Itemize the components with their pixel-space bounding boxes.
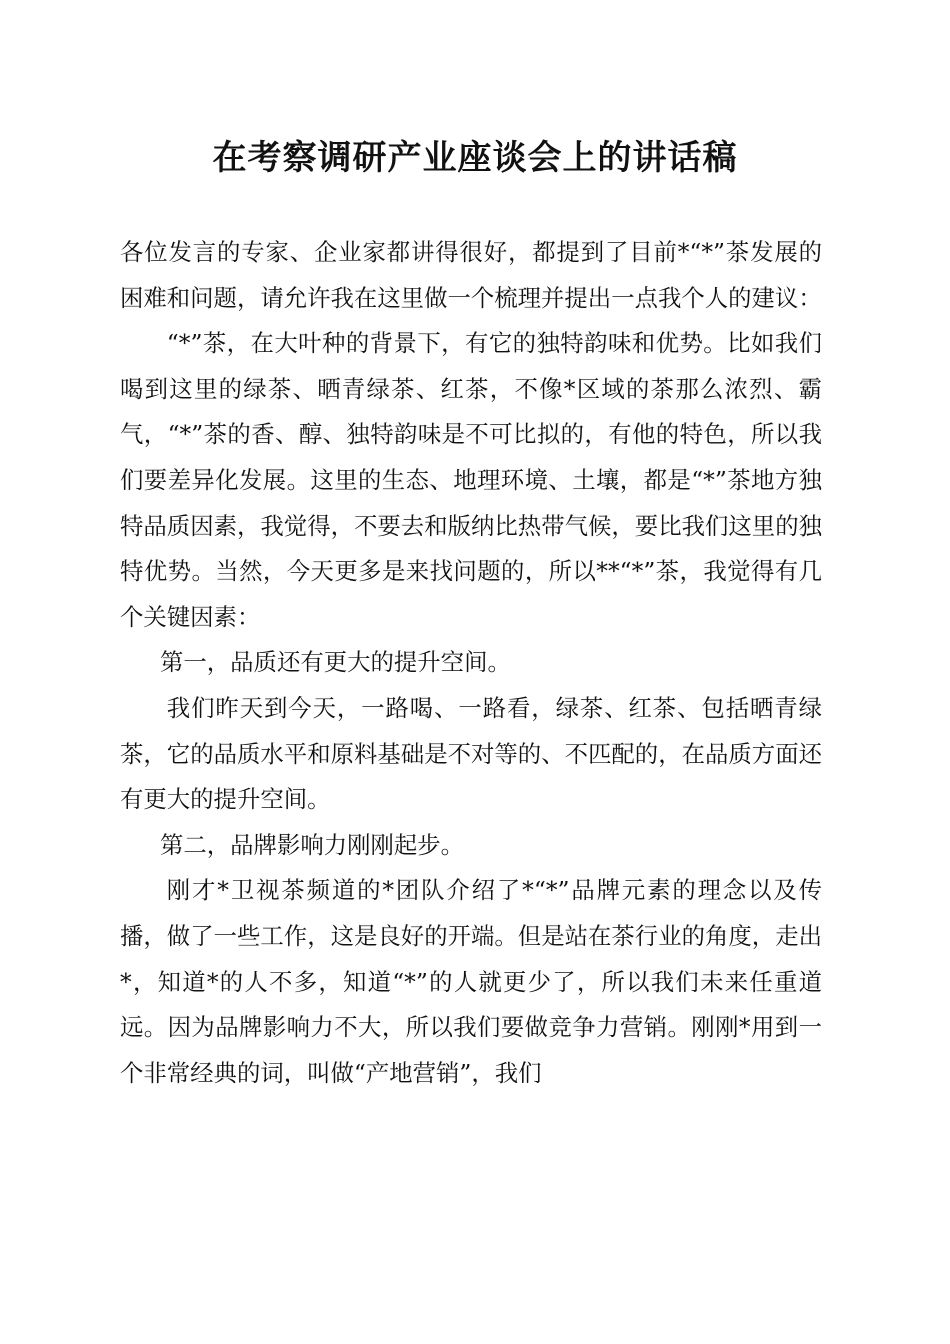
document-title: 在考察调研产业座谈会上的讲话稿 <box>212 138 738 178</box>
paragraph-quality: 我们昨天到今天，一路喝、一路看，绿茶、红茶、包括晒青绿茶，它的品质水平和原料基础是不对等的、不匹配的，在品质方面还有更大的提升空间。 <box>120 693 822 814</box>
paragraph-brand: 刚才*卫视茶频道的*团队介绍了*“*”品牌元素的理念以及传播，做了一些工作，这是良好的开端。但是站在茶行业的角度，走出*，知道*的人不多，知道“*”的人就更少了，所以我们未来任重道远。因为品牌影响力不大，所以我们要做竞争力营销。刚刚*用到一个非常经典的词，叫做“产地营销”，我们 <box>120 876 822 1087</box>
paragraph-intro: 各位发言的专家、企业家都讲得很好，都提到了目前*“*”茶发展的困难和问题，请允许我在这里做一个梳理并提出一点我个人的建议： <box>120 238 822 312</box>
section-heading-quality: 第一，品质还有更大的提升空间。 <box>160 648 511 677</box>
document-body <box>120 230 822 1096</box>
section-heading-brand: 第二，品牌影响力刚刚起步。 <box>160 830 465 859</box>
paragraph-tea-advantages: “*”茶，在大叶种的背景下，有它的独特韵味和优势。比如我们喝到这里的绿茶、晒青绿茶、红茶，不像*区域的茶那么浓烈、霸气，“*”茶的香、醇、独特韵味是不可比拟的，有他的特色，所以我们要差异化发展。这里的生态、地理环境、土壤，都是“*”茶地方独特品质因素，我觉得，不要去和版纳比热带气候，要比我们这里的独特优势。当然，今天更多是来找问题的，所以**“*”茶，我觉得有几个关键因素： <box>120 329 822 631</box>
